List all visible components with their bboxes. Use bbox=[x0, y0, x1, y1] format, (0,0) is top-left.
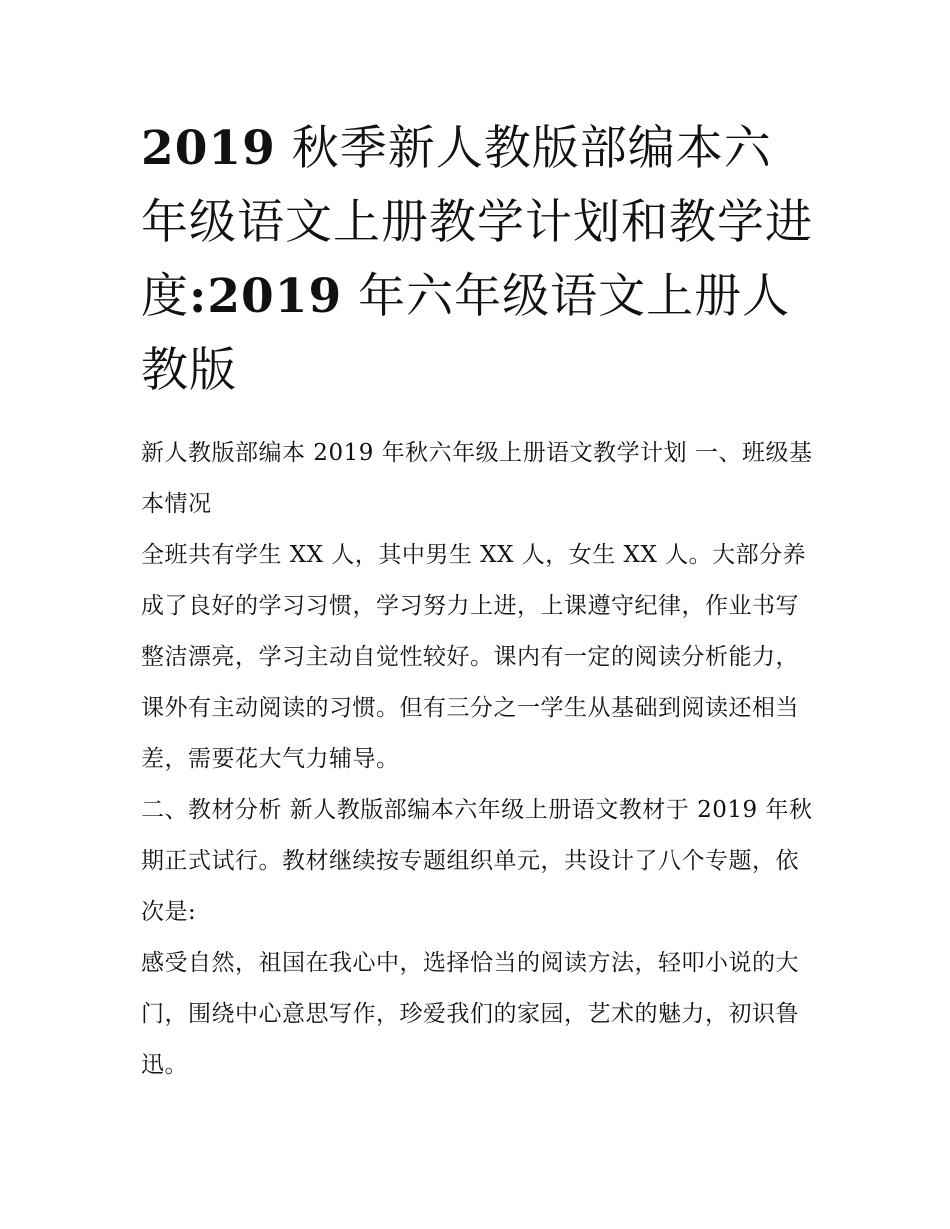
paragraph-textbook-analysis: 二、教材分析 新人教版部编本六年级上册语文教材于 2019 年秋期正式试行。教材继续按专题组织单元，共设计了八个专题，依次是: bbox=[141, 797, 813, 925]
title-part: 秋季新人教版部编本六年级语文上册教学计划和教学进度 bbox=[141, 121, 813, 324]
paragraph-class-situation: 全班共有学生 XX 人，其中男生 XX 人，女生 XX 人。大部分养成了良好的学习习惯，学习努力上进，上课遵守纪律，作业书写整洁漂亮，学习主动自觉性较好。课内有一定的阅读分析能力，课外有主动阅读的习惯。但有三分之一学生从基础到阅读还相当差，需要花大气力辅导。 bbox=[141, 542, 807, 772]
document-body bbox=[141, 428, 813, 1091]
title-part: 2019 bbox=[141, 121, 276, 176]
document-page bbox=[141, 112, 813, 1091]
document-title bbox=[141, 112, 813, 408]
paragraph-unit-topics: 感受自然，祖国在我心中，选择恰当的阅读方法，轻叩小说的大门，围绕中心意思写作，珍爱我们的家园，艺术的魅力，初识鲁迅。 bbox=[141, 950, 799, 1078]
title-part: 年六年级语文上册人教版 bbox=[141, 269, 791, 398]
title-part: :2019 bbox=[189, 269, 343, 324]
paragraph-class-situation-heading: 新人教版部编本 2019 年秋六年级上册语文教学计划 一、班级基本情况 bbox=[141, 440, 813, 517]
